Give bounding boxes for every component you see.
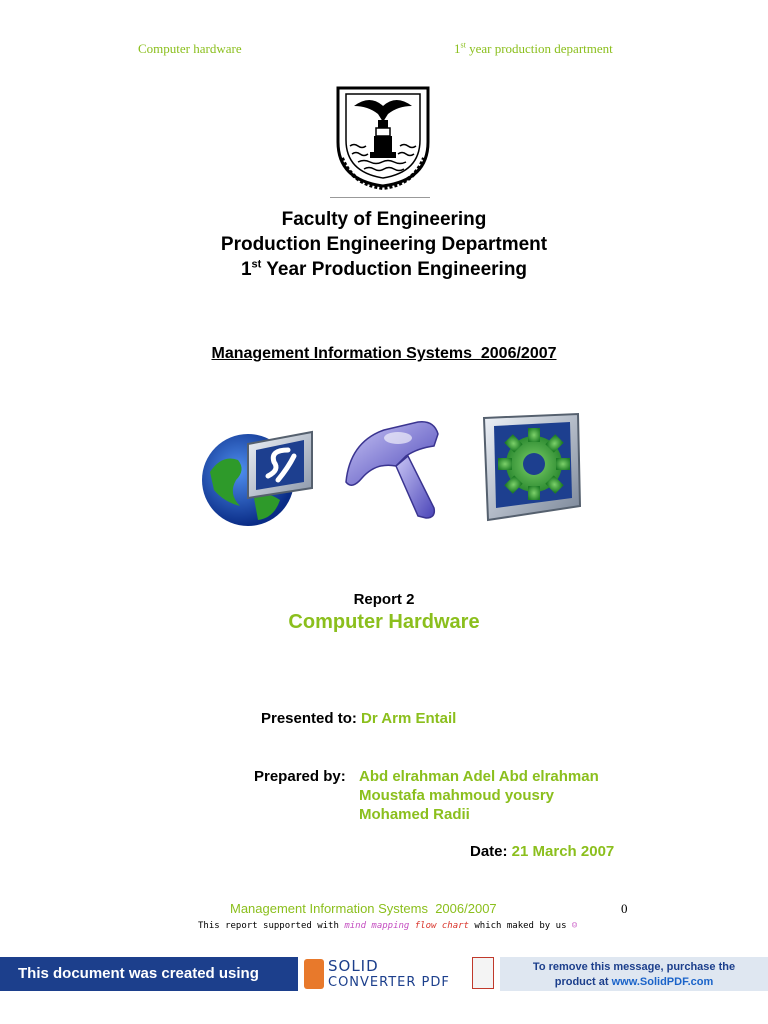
- brand-bottom: CONVERTER PDF: [328, 975, 450, 990]
- page-number: 0: [621, 901, 628, 916]
- preparer-name-3: Mohamed Radii: [359, 806, 470, 823]
- pdf-document-icon: [472, 957, 494, 989]
- brand-top: SOLID: [328, 957, 379, 975]
- banner-purchase-message[interactable]: [500, 957, 768, 991]
- department-title: Production Engineering Department: [220, 234, 548, 255]
- presented-line: Presented to: Dr Arm Entail: [261, 710, 457, 727]
- banner-created-using: This document was created using: [0, 957, 298, 991]
- faculty-title: Faculty of Engineering: [281, 209, 487, 230]
- globe-monitor-icon: [200, 410, 320, 530]
- header-left: Computer hardware: [138, 41, 242, 56]
- solid-converter-logo[interactable]: [300, 955, 500, 993]
- gear-monitor-icon: [478, 410, 586, 526]
- banner-message-line1: To remove this message, purchase the: [532, 961, 736, 973]
- preparer-name-1: Abd elrahman Adel Abd elrahman: [359, 768, 599, 785]
- report-name: Computer Hardware: [288, 611, 480, 633]
- date-line: Date: 21 March 2007: [470, 843, 615, 860]
- course-title: Management Information Systems 2006/2007: [211, 345, 557, 362]
- solidpdf-link[interactable]: www.SolidPDF.com: [611, 976, 714, 988]
- year-title: 1st Year Production Engineering: [240, 258, 528, 280]
- solid-logo-icon: [304, 959, 324, 989]
- footer-title: Management Information Systems 2006/2007: [230, 901, 497, 916]
- preparer-name-2: Moustafa mahmoud yousry: [359, 787, 555, 804]
- header-right: 1st year production department: [454, 40, 613, 56]
- smiley-icon: ☺: [571, 921, 578, 931]
- seal-divider: [330, 197, 430, 198]
- support-line: This report supported with mind mapping flow chart which maked by us ☺: [198, 921, 578, 931]
- university-seal: [332, 84, 434, 190]
- banner-message-line2: product at www.SolidPDF.com: [554, 976, 714, 988]
- hammer-icon: [338, 412, 450, 522]
- report-number: Report 2: [353, 591, 415, 608]
- prepared-label: Prepared by:: [254, 768, 346, 785]
